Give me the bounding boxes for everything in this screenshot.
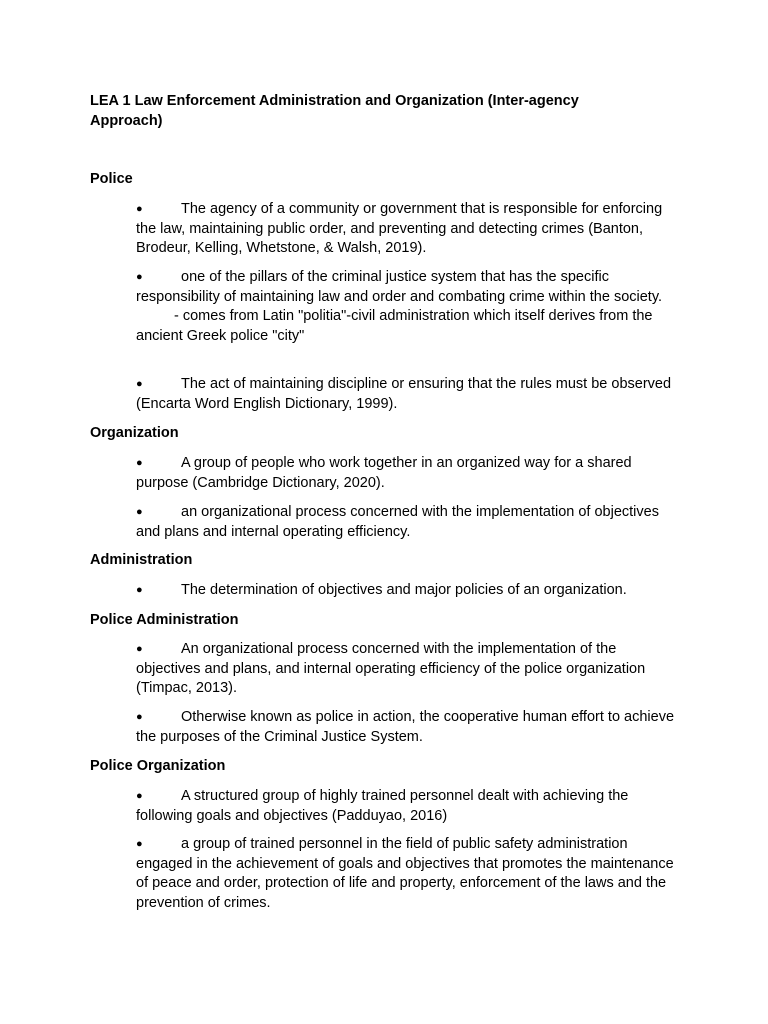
list-item xyxy=(136,503,684,542)
section-heading-organization: Organization xyxy=(90,425,179,441)
list-item xyxy=(136,375,684,414)
list-item-text: The act of maintaining discipline or ensuring that the rules must be observed (Encarta Word English Dictionary, 1999). xyxy=(136,376,672,412)
list-item-text: A structured group of highly trained personnel dealt with achieving the following goals and objectives (Padduyao, 2016) xyxy=(136,788,629,824)
list-item xyxy=(136,454,684,493)
bullet-icon: ● xyxy=(136,643,143,655)
bullet-icon: ● xyxy=(136,271,143,283)
list-item-text: Otherwise known as police in action, the cooperative human effort to achieve the purposes of the Criminal Justice System. xyxy=(136,709,675,745)
list-item-text: an organizational process concerned with the implementation of objectives and plans and internal operating efficiency. xyxy=(136,504,659,540)
list-item-subnote: - comes from Latin "politia"-civil administration which itself derives from the ancient Greek police "city" xyxy=(136,308,653,344)
list-item-text: a group of trained personnel in the field of public safety administration engaged in the achievement of goals and objectives that promotes the maintenance of peace and order, protection of life and property, enforcement of the laws and the prevention of crimes. xyxy=(136,836,674,911)
bullet-icon: ● xyxy=(136,506,143,518)
list-item xyxy=(136,581,684,601)
list-item-text: A group of people who work together in an organized way for a shared purpose (Cambridge Dictionary, 2020). xyxy=(136,455,632,491)
list-item xyxy=(136,787,684,826)
document-title: LEA 1 Law Enforcement Administration and Organization (Inter-agency Approach) xyxy=(90,93,579,129)
list-item xyxy=(136,200,684,259)
section-heading-police-organization: Police Organization xyxy=(90,758,226,774)
bullet-icon: ● xyxy=(136,790,143,802)
bullet-icon: ● xyxy=(136,711,143,723)
list-item-text: An organizational process concerned with the implementation of the objectives and plans, and internal operating efficiency of the police organization (Timpac, 2013). xyxy=(136,641,646,696)
section-heading-administration: Administration xyxy=(90,552,193,568)
bullet-icon: ● xyxy=(136,584,143,596)
list-item xyxy=(136,708,684,747)
list-item xyxy=(136,268,684,346)
bullet-icon: ● xyxy=(136,457,143,469)
section-heading-police-administration: Police Administration xyxy=(90,612,239,628)
list-item-text: The agency of a community or government that is responsible for enforcing the law, maintaining public order, and preventing and detecting crimes (Banton, Brodeur, Kelling, Whetstone, & Walsh, 2019). xyxy=(136,201,663,256)
bullet-icon: ● xyxy=(136,378,143,390)
list-item-text: one of the pillars of the criminal justice system that has the specific responsibility of maintaining law and order and combating crime within the society. xyxy=(136,269,663,305)
list-item xyxy=(136,640,684,699)
bullet-icon: ● xyxy=(136,203,143,215)
list-item-text: The determination of objectives and major policies of an organization. xyxy=(181,582,627,598)
list-item xyxy=(136,835,684,913)
bullet-icon: ● xyxy=(136,838,143,850)
section-heading-police: Police xyxy=(90,171,133,187)
